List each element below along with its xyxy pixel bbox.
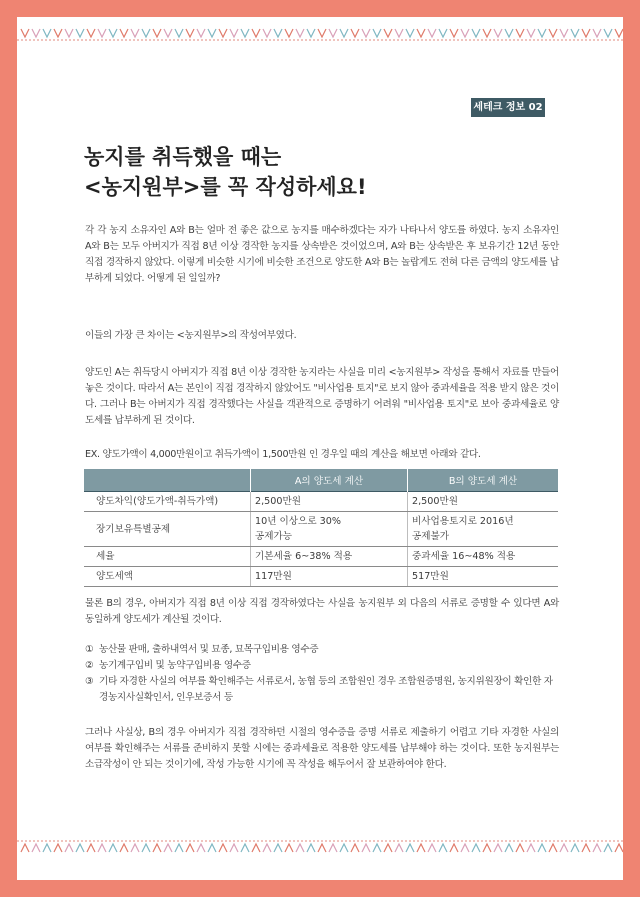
deco-chevron bbox=[571, 29, 579, 37]
table-cell: 10년 이상으로 30% 공제가능 bbox=[251, 512, 408, 547]
deco-chevron bbox=[109, 844, 117, 852]
deco-chevron bbox=[351, 844, 359, 852]
deco-chevron bbox=[384, 29, 392, 37]
deco-chevron bbox=[538, 29, 546, 37]
deco-chevron bbox=[351, 29, 359, 37]
deco-chevron bbox=[175, 844, 183, 852]
deco-chevron bbox=[417, 29, 425, 37]
deco-chevron bbox=[340, 29, 348, 37]
table-cell: 비사업용토지로 2016년 공제불가 bbox=[408, 512, 559, 547]
deco-chevron bbox=[549, 844, 557, 852]
deco-chevron bbox=[395, 29, 403, 37]
document-page bbox=[17, 17, 623, 880]
deco-chevron bbox=[153, 844, 161, 852]
table-cell: 2,500만원 bbox=[251, 492, 408, 512]
deco-chevron bbox=[274, 844, 282, 852]
deco-chevron bbox=[428, 29, 436, 37]
deco-chevron bbox=[142, 844, 150, 852]
deco-chevron bbox=[516, 844, 524, 852]
deco-chevron bbox=[98, 29, 106, 37]
deco-chevron bbox=[527, 29, 535, 37]
deco-chevron bbox=[208, 844, 216, 852]
list-number: ① bbox=[85, 644, 94, 655]
deco-chevron bbox=[461, 844, 469, 852]
deco-chevron bbox=[197, 844, 205, 852]
deco-chevron bbox=[274, 29, 282, 37]
deco-chevron bbox=[461, 29, 469, 37]
list-text: 농기계구입비 및 농약구입비용 영수증 bbox=[99, 660, 251, 671]
decorative-border-bottom bbox=[17, 838, 623, 856]
deco-chevron bbox=[285, 29, 293, 37]
deco-chevron bbox=[483, 844, 491, 852]
deco-chevron bbox=[494, 29, 502, 37]
deco-chevron bbox=[373, 844, 381, 852]
deco-chevron bbox=[362, 29, 370, 37]
deco-chevron bbox=[252, 29, 260, 37]
deco-chevron bbox=[307, 29, 315, 37]
deco-chevron bbox=[406, 29, 414, 37]
paragraph-conclusion: 그러나 사실상, B의 경우 아버지가 직접 경작하던 시절의 영수증을 증명 서류로 제출하기 어렵고 기타 자경한 사실의 여부를 확인해주는 서류를 준비하지 못할 시에는 중과세율로 적용한 양도세를 납부해야 하는 것이다. 또한 농지원부는 소급작성이 안 되는 것이기에, 작성 가능한 시기에 꼭 작성을 해두어서 잘 보관하여야 한다. bbox=[85, 727, 559, 770]
list-text: 기타 자경한 사실의 여부를 확인해주는 서류로서, 농협 등의 조합원인 경우 조합원증명원, 농지위원장이 확인한 자경농지사실확인서, 인우보증서 등 bbox=[99, 676, 553, 703]
deco-chevron bbox=[615, 844, 623, 852]
table-cell: 2,500만원 bbox=[408, 492, 559, 512]
deco-chevron bbox=[439, 29, 447, 37]
deco-chevron bbox=[604, 29, 612, 37]
table-cell: 양도차익(양도가액-취득가액) bbox=[84, 492, 251, 512]
deco-chevron bbox=[230, 29, 238, 37]
deco-chevron bbox=[142, 29, 150, 37]
table-cell: 517만원 bbox=[408, 567, 559, 587]
deco-chevron bbox=[32, 29, 40, 37]
deco-chevron bbox=[516, 29, 524, 37]
deco-chevron bbox=[439, 844, 447, 852]
deco-chevron bbox=[560, 844, 568, 852]
deco-chevron bbox=[296, 29, 304, 37]
deco-chevron bbox=[307, 844, 315, 852]
deco-chevron bbox=[263, 844, 271, 852]
deco-chevron bbox=[197, 29, 205, 37]
deco-chevron bbox=[65, 844, 73, 852]
deco-chevron bbox=[406, 844, 414, 852]
table-cell: 기본세율 6~38% 적용 bbox=[251, 547, 408, 567]
table-cell: 세율 bbox=[84, 547, 251, 567]
deco-chevron bbox=[417, 844, 425, 852]
deco-chevron bbox=[120, 29, 128, 37]
deco-chevron bbox=[65, 29, 73, 37]
deco-chevron bbox=[186, 29, 194, 37]
deco-chevron bbox=[593, 29, 601, 37]
table-cell: 양도세액 bbox=[84, 567, 251, 587]
deco-chevron bbox=[120, 844, 128, 852]
table-header-cell bbox=[84, 469, 251, 492]
deco-chevron bbox=[582, 29, 590, 37]
paragraph-explanation: 양도인 A는 취득당시 아버지가 직접 8년 이상 경작한 농지라는 사실을 미리 <농지원부> 작성을 통해서 자료를 만들어 놓은 것이다. 따라서 A는 본인이 직접 경작하지 않았어도 "비사업용 토지"로 보지 않아 중과세율을 적용 받지 않은 것이다. 그러나 B는 아버지가 직접 경작했다는 사실을 객관적으로 증명하기 어려워 "비사업용 토지"로 보아 중과세율로 양도세를 납부하게 된 것이다. bbox=[85, 367, 559, 426]
paragraph-difference: 이들의 가장 큰 차이는 <농지원부>의 작성여부였다. bbox=[85, 330, 297, 341]
deco-chevron bbox=[230, 844, 238, 852]
deco-chevron bbox=[32, 844, 40, 852]
deco-chevron bbox=[582, 844, 590, 852]
table-row bbox=[84, 492, 558, 512]
deco-chevron bbox=[153, 29, 161, 37]
deco-chevron bbox=[505, 844, 513, 852]
deco-chevron bbox=[76, 844, 84, 852]
table-row bbox=[84, 567, 558, 587]
deco-chevron bbox=[21, 844, 29, 852]
paragraph-intro: 각 각 농지 소유자인 A와 B는 얼마 전 좋은 값으로 농지를 매수하겠다는 자가 나타나서 양도를 하였다. 농지 소유자인 A와 B는 모두 아버지가 직접 8년 이상 경작한 농지를 상속받은 것이었으며, A와 B는 상속받은 후 보유기간 12년 동안 직접 경작하지 않았다. 이렇게 비슷한 시기에 비슷한 조건으로 양도한 A와 B는 놀랍게도 전혀 다른 금액의 양도세를 납부하게 되었다. 어떻게 된 일일까? bbox=[85, 225, 559, 284]
table-header-row bbox=[84, 469, 558, 492]
deco-chevron bbox=[285, 844, 293, 852]
deco-chevron bbox=[76, 29, 84, 37]
deco-chevron bbox=[450, 29, 458, 37]
deco-chevron bbox=[21, 29, 29, 37]
document-list bbox=[85, 642, 559, 706]
list-text: 농산물 판매, 출하내역서 및 묘종, 묘목구입비용 영수증 bbox=[99, 644, 319, 655]
deco-chevron bbox=[43, 29, 51, 37]
page-title bbox=[84, 142, 564, 202]
deco-chevron bbox=[604, 844, 612, 852]
deco-chevron bbox=[241, 844, 249, 852]
deco-chevron bbox=[483, 29, 491, 37]
deco-chevron bbox=[395, 844, 403, 852]
deco-chevron bbox=[263, 29, 271, 37]
deco-chevron bbox=[296, 844, 304, 852]
deco-chevron bbox=[329, 29, 337, 37]
section-badge: 세테크 정보 02 bbox=[471, 98, 545, 117]
deco-chevron bbox=[87, 29, 95, 37]
deco-chevron bbox=[472, 29, 480, 37]
decorative-border-top bbox=[17, 25, 623, 43]
deco-chevron bbox=[241, 29, 249, 37]
deco-chevron bbox=[571, 844, 579, 852]
deco-chevron bbox=[131, 29, 139, 37]
deco-chevron bbox=[164, 29, 172, 37]
deco-chevron bbox=[527, 844, 535, 852]
deco-chevron bbox=[54, 29, 62, 37]
deco-chevron bbox=[109, 29, 117, 37]
deco-chevron bbox=[164, 844, 172, 852]
deco-chevron bbox=[362, 844, 370, 852]
deco-chevron bbox=[219, 844, 227, 852]
tax-comparison-table bbox=[84, 469, 558, 587]
table-row bbox=[84, 512, 558, 547]
title-line-1: 농지를 취득했을 때는 bbox=[84, 145, 282, 169]
deco-chevron bbox=[329, 844, 337, 852]
deco-chevron bbox=[87, 844, 95, 852]
table-header-cell: A의 양도세 계산 bbox=[251, 469, 408, 492]
deco-chevron bbox=[560, 29, 568, 37]
list-number: ③ bbox=[85, 676, 94, 687]
paragraph-alternative-proof: 물론 B의 경우, 아버지가 직접 8년 이상 직접 경작하였다는 사실을 농지원부 외 다음의 서류로 증명할 수 있다면 A와 동일하게 양도세가 계산될 것이다. bbox=[85, 598, 559, 625]
deco-chevron bbox=[98, 844, 106, 852]
deco-chevron bbox=[615, 29, 623, 37]
deco-chevron bbox=[538, 844, 546, 852]
title-line-2: <농지원부>를 꼭 작성하세요! bbox=[84, 175, 367, 199]
table-cell: 장기보유특별공제 bbox=[84, 512, 251, 547]
deco-chevron bbox=[505, 29, 513, 37]
deco-chevron bbox=[373, 29, 381, 37]
deco-chevron bbox=[318, 844, 326, 852]
deco-chevron bbox=[549, 29, 557, 37]
deco-chevron bbox=[450, 844, 458, 852]
list-item bbox=[85, 658, 559, 674]
deco-chevron bbox=[593, 844, 601, 852]
list-number: ② bbox=[85, 660, 94, 671]
list-item bbox=[85, 674, 559, 706]
deco-chevron bbox=[131, 844, 139, 852]
list-item bbox=[85, 642, 559, 658]
deco-chevron bbox=[428, 844, 436, 852]
deco-chevron bbox=[252, 844, 260, 852]
deco-chevron bbox=[384, 844, 392, 852]
table-header-cell: B의 양도세 계산 bbox=[408, 469, 559, 492]
deco-chevron bbox=[208, 29, 216, 37]
deco-chevron bbox=[472, 844, 480, 852]
table-cell: 117만원 bbox=[251, 567, 408, 587]
deco-chevron bbox=[318, 29, 326, 37]
deco-chevron bbox=[186, 844, 194, 852]
deco-chevron bbox=[175, 29, 183, 37]
table-cell: 중과세율 16~48% 적용 bbox=[408, 547, 559, 567]
deco-chevron bbox=[494, 844, 502, 852]
deco-chevron bbox=[219, 29, 227, 37]
paragraph-example: EX. 양도가액이 4,000만원이고 취득가액이 1,500만원 인 경우일 때의 계산을 해보면 아래와 같다. bbox=[85, 449, 481, 460]
deco-chevron bbox=[54, 844, 62, 852]
deco-chevron bbox=[340, 844, 348, 852]
table-row bbox=[84, 547, 558, 567]
deco-chevron bbox=[43, 844, 51, 852]
